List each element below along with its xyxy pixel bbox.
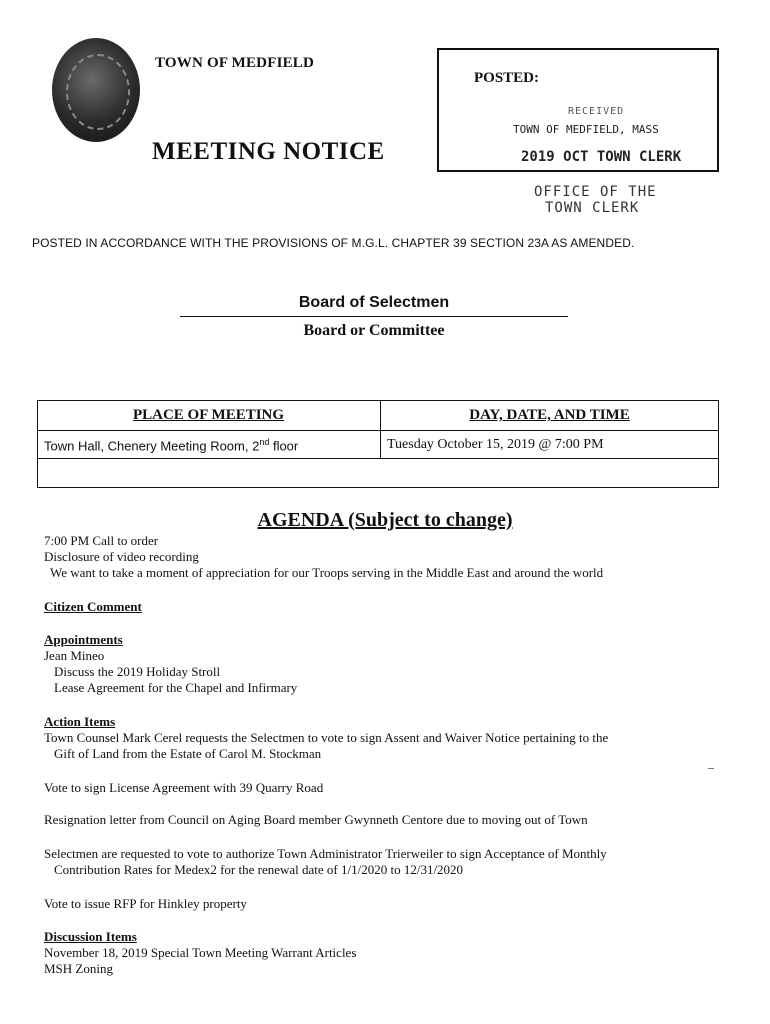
board-subtitle: Board or Committee [303,322,445,339]
appointment-line: Discuss the 2019 Holiday Stroll [54,664,221,679]
board-name: Board of Selectmen [298,294,450,311]
appointment-line: Jean Mineo [44,648,105,663]
stamp-received: RECEIVED [568,106,625,117]
agenda-opening-1: 7:00 PM Call to order [44,533,159,548]
agenda-opening-3: We want to take a moment of appreciation for our Troops serving in the Middle East and around the world [50,565,604,580]
action-item-1-cont: Gift of Land from the Estate of Carol M. Stockman [54,746,322,761]
margin-mark [708,768,714,769]
section-discussion-items: Discussion Items [44,929,137,944]
posted-label: POSTED: [474,70,540,86]
action-item-4-cont: Contribution Rates for Medex2 for the renewal date of 1/1/2020 to 12/31/2020 [54,862,464,877]
section-action-items: Action Items [44,714,116,729]
agenda-title: AGENDA (Subject to change) [257,509,513,531]
page-title: MEETING NOTICE [152,138,385,165]
section-appointments: Appointments [44,632,123,647]
town-name: TOWN OF MEDFIELD [155,55,315,71]
action-item-3: Resignation letter from Council on Aging Board member Gwynneth Centore due to moving out of Town [44,812,588,827]
agenda-opening-2: Disclosure of video recording [44,549,199,564]
action-item-1: Town Counsel Mark Cerel requests the Selectmen to vote to sign Assent and Waiver Notice pertaining to the [44,730,609,745]
appointment-line: Lease Agreement for the Chapel and Infirmary [54,680,298,695]
meeting-place: Town Hall, Chenery Meeting Room, 2nd floor [44,437,299,454]
town-seal-icon [52,38,140,142]
meeting-time: Tuesday October 15, 2019 @ 7:00 PM [387,437,604,452]
table-divider-header [37,430,719,431]
discussion-item: MSH Zoning [44,961,113,976]
stamp-clerk: TOWN CLERK [545,200,640,216]
stamp-town: TOWN OF MEDFIELD, MASS [513,123,659,136]
discussion-item: November 18, 2019 Special Town Meeting Warrant Articles [44,945,357,960]
board-underline [180,316,568,317]
place-header: PLACE OF MEETING [132,407,285,423]
section-citizen-comment: Citizen Comment [44,599,142,614]
posted-notice: POSTED IN ACCORDANCE WITH THE PROVISIONS OF M.G.L. CHAPTER 39 SECTION 23A AS AMENDED. [32,236,635,250]
action-item-4: Selectmen are requested to vote to authorize Town Administrator Trierweiler to sign Acceptance of Monthly [44,846,607,861]
stamp-office: OFFICE OF THE [534,184,657,200]
time-header: DAY, DATE, AND TIME [469,407,630,423]
table-divider-row [37,458,719,459]
action-item-2: Vote to sign License Agreement with 39 Quarry Road [44,780,324,795]
stamp-date: 2019 OCT TOWN CLERK [521,149,682,165]
action-item-5: Vote to issue RFP for Hinkley property [44,896,247,911]
